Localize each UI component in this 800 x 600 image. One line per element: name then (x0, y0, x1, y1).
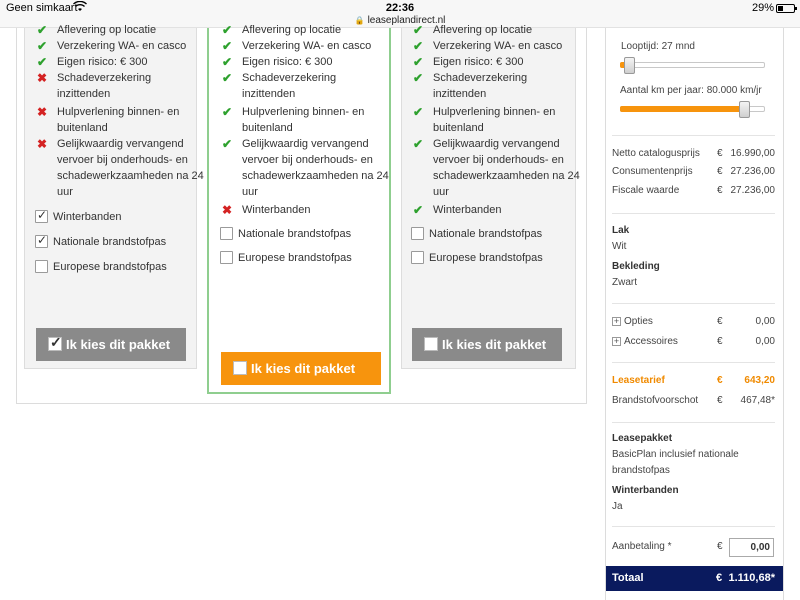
bekleding-value: Zwart (612, 277, 637, 288)
feature-label: Eigen risico: € 300 (242, 56, 333, 68)
check-icon: ✔ (412, 23, 424, 37)
check-icon: ✔ (221, 137, 233, 151)
feature-label: Hulpverlening binnen- en (57, 106, 180, 118)
check-icon: ✔ (36, 55, 48, 69)
winterbanden-checkbox[interactable] (35, 210, 48, 223)
accessoires-value: 0,00 (755, 336, 775, 347)
divider (612, 422, 775, 423)
divider (612, 213, 775, 214)
feature-label: Aflevering op locatie (57, 24, 157, 36)
check-icon: ✔ (221, 39, 233, 53)
check-icon: ✔ (221, 23, 233, 37)
fiscale-waarde-value: 27.236,00 (730, 185, 775, 196)
feature-label: Eigen risico: € 300 (433, 56, 524, 68)
feature-label: Aflevering op locatie (242, 24, 342, 36)
totaal-label: Totaal (612, 572, 644, 584)
feature-label: uur (433, 186, 449, 198)
choose-package-2-button[interactable] (221, 352, 381, 385)
check-icon: ✔ (412, 39, 424, 53)
choose-package-1-button[interactable] (36, 328, 186, 361)
feature-label: Hulpverlening binnen- en (433, 106, 556, 118)
currency-symbol: € (717, 185, 723, 196)
check-icon: ✔ (36, 23, 48, 37)
option-label: Nationale brandstofpas (53, 236, 167, 248)
expand-plus-icon[interactable]: + (613, 336, 620, 346)
check-icon: ✔ (412, 71, 424, 85)
summary-sidebar (605, 28, 784, 600)
cross-icon: ✖ (221, 203, 233, 217)
check-icon: ✔ (221, 55, 233, 69)
consumentenprijs-label: Consumentenprijs (612, 166, 693, 177)
url-text: leaseplandirect.nl (367, 15, 446, 26)
check-icon: ✔ (221, 71, 233, 85)
check-icon: ✔ (221, 105, 233, 119)
nationale-brandstofpas-checkbox[interactable] (35, 235, 48, 248)
option-label: Europese brandstofpas (53, 261, 167, 273)
km-label: Aantal km per jaar: 80.000 km/jr (620, 85, 762, 96)
feature-label: inzittenden (57, 88, 111, 100)
feature-label: uur (57, 186, 73, 198)
divider (612, 362, 775, 363)
option-label: Europese brandstofpas (238, 252, 352, 264)
aanbetaling-label: Aanbetaling * (612, 541, 672, 552)
currency-symbol: € (717, 541, 723, 552)
bekleding-title: Bekleding (612, 261, 660, 272)
winterbanden-title: Winterbanden (612, 485, 679, 496)
lock-icon: 🔒 (354, 16, 365, 25)
feature-label: buitenland (242, 122, 293, 134)
lak-title: Lak (612, 225, 630, 236)
feature-label: Winterbanden (433, 204, 502, 216)
divider (612, 135, 775, 136)
lak-value: Wit (612, 241, 627, 252)
check-icon: ✔ (36, 39, 48, 53)
feature-label: schadewerkzaamheden na 24 (433, 170, 580, 182)
feature-label: schadewerkzaamheden na 24 (57, 170, 204, 182)
option-label: Europese brandstofpas (429, 252, 543, 264)
winterbanden-value: Ja (612, 501, 623, 512)
feature-label: Gelijkwaardig vervangend (57, 138, 184, 150)
currency-symbol: € (717, 375, 723, 386)
check-icon: ✔ (412, 203, 424, 217)
feature-label: Schadeverzekering (242, 72, 337, 84)
option-label: Nationale brandstofpas (429, 228, 543, 240)
checkbox-icon (48, 337, 62, 351)
checkbox-icon (424, 337, 438, 351)
feature-label: inzittenden (242, 88, 296, 100)
feature-label: vervoer bij onderhouds- en (433, 154, 564, 166)
netto-catalogusprijs-label: Netto catalogusprijs (612, 148, 700, 159)
nationale-brandstofpas-checkbox[interactable] (411, 227, 424, 240)
looptijd-label: Looptijd: 27 mnd (621, 41, 695, 52)
feature-label: Winterbanden (242, 204, 311, 216)
opties-value: 0,00 (755, 316, 775, 327)
cross-icon: ✖ (36, 105, 48, 119)
leasetarief-label: Leasetarief (612, 375, 665, 386)
feature-label: Gelijkwaardig vervangend (433, 138, 560, 150)
feature-label: Verzekering WA- en casco (433, 40, 563, 52)
button-label: Ik kies dit pakket (442, 337, 547, 352)
currency-symbol: € (717, 166, 723, 177)
feature-label: uur (242, 186, 258, 198)
button-label: Ik kies dit pakket (251, 361, 356, 376)
feature-label: Verzekering WA- en casco (242, 40, 372, 52)
totaal-value: 1.110,68* (728, 572, 775, 584)
km-slider-fill (620, 106, 746, 112)
feature-label: buitenland (57, 122, 108, 134)
leasetarief-value: 643,20 (744, 375, 775, 386)
feature-label: Hulpverlening binnen- en (242, 106, 365, 118)
opties-label[interactable]: Opties (624, 316, 653, 327)
checkbox-icon (233, 361, 247, 375)
feature-label: Verzekering WA- en casco (57, 40, 187, 52)
cross-icon: ✖ (36, 137, 48, 151)
button-label: Ik kies dit pakket (66, 337, 171, 352)
leasepakket-value: brandstofpas (612, 465, 670, 476)
battery-icon (776, 4, 795, 13)
divider (612, 303, 775, 304)
choose-package-3-button[interactable] (412, 328, 562, 361)
battery-percent: 29% (752, 2, 775, 14)
currency-symbol: € (717, 148, 723, 159)
looptijd-slider-track[interactable] (620, 62, 765, 68)
consumentenprijs-value: 27.236,00 (730, 166, 775, 177)
feature-label: Gelijkwaardig vervangend (242, 138, 369, 150)
feature-label: schadewerkzaamheden na 24 (242, 170, 389, 182)
fiscale-waarde-label: Fiscale waarde (612, 185, 680, 196)
europese-brandstofpas-checkbox[interactable] (35, 260, 48, 273)
check-icon: ✔ (412, 105, 424, 119)
feature-label: Schadeverzekering (433, 72, 528, 84)
currency-symbol: € (717, 316, 723, 327)
carrier-label: Geen simkaart (6, 2, 78, 14)
europese-brandstofpas-checkbox[interactable] (220, 251, 233, 264)
divider (612, 526, 775, 527)
feature-label: vervoer bij onderhouds- en (242, 154, 373, 166)
accessoires-label[interactable]: Accessoires (624, 336, 678, 347)
brandstofvoorschot-value: 467,48* (740, 395, 775, 406)
europese-brandstofpas-checkbox[interactable] (411, 251, 424, 264)
totaal-bar (606, 566, 783, 591)
feature-label: buitenland (433, 122, 484, 134)
leasepakket-title: Leasepakket (612, 433, 673, 444)
leasepakket-value: BasicPlan inclusief nationale (612, 449, 739, 460)
clock: 22:36 (385, 2, 415, 14)
option-label: Winterbanden (53, 211, 122, 223)
option-label: Nationale brandstofpas (238, 228, 352, 240)
feature-label: Schadeverzekering (57, 72, 152, 84)
feature-label: inzittenden (433, 88, 487, 100)
feature-label: Eigen risico: € 300 (57, 56, 148, 68)
brandstofvoorschot-label: Brandstofvoorschot (612, 395, 699, 406)
netto-catalogusprijs-value: 16.990,00 (730, 148, 775, 159)
feature-label: vervoer bij onderhouds- en (57, 154, 188, 166)
currency-symbol: € (717, 336, 723, 347)
check-icon: ✔ (412, 55, 424, 69)
currency-symbol: € (717, 395, 723, 406)
currency-symbol: € (716, 572, 723, 584)
cross-icon: ✖ (36, 71, 48, 85)
expand-plus-icon[interactable]: + (613, 316, 620, 326)
nationale-brandstofpas-checkbox[interactable] (220, 227, 233, 240)
feature-label: Aflevering op locatie (433, 24, 533, 36)
km-slider-handle[interactable] (739, 101, 750, 118)
aanbetaling-input[interactable] (729, 538, 774, 557)
check-icon: ✔ (412, 137, 424, 151)
looptijd-slider-handle[interactable] (624, 57, 635, 74)
